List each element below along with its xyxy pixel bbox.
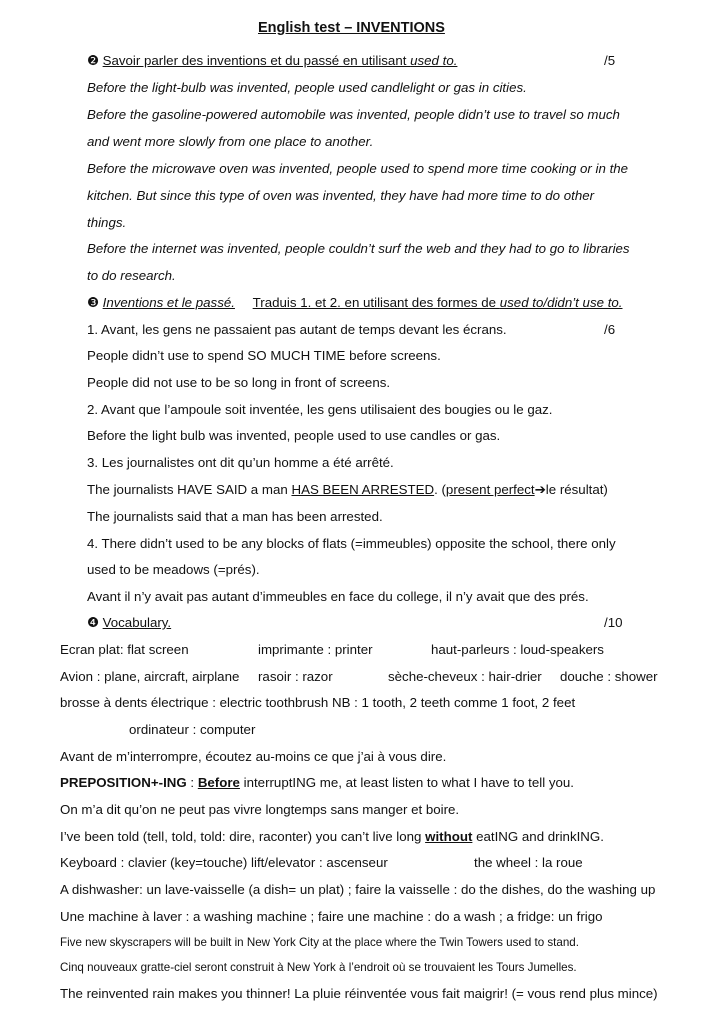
s2-line: and went more slowly from one place to another. (87, 134, 374, 149)
section-3-heading (87, 294, 622, 312)
vocab-part: : (186, 775, 198, 790)
section-3-number: ❸ (87, 295, 99, 310)
vocab-item: imprimante : printer (258, 642, 373, 657)
s2-line: Before the light-bulb was invented, people used candlelight or gas in cities. (87, 80, 527, 95)
section-2-score: /5 (604, 53, 616, 68)
vocab-line: Cinq nouveaux gratte-ciel seront construit à New York à l’endroit où se trouvaient les Tours Jumelles. (60, 961, 577, 974)
s2-line: things. (87, 215, 127, 230)
s3-l7-part: le résultat) (545, 482, 608, 497)
s3-l7-part: The journalists HAVE SAID a man (87, 482, 292, 497)
section-4-heading-text: Vocabulary. (102, 615, 172, 630)
section-3-instruction-text: Traduis 1. et 2. en utilisant des formes de (252, 295, 500, 310)
s3-answer: People did not use to be so long in front of screens. (87, 375, 391, 390)
section-2-heading-em: used to. (410, 53, 458, 68)
s3-q4-cont: used to be meadows (=prés). (87, 562, 260, 577)
vocab-line: ordinateur : computer (129, 722, 256, 737)
before-keyword: Before (197, 775, 240, 790)
s2-line: kitchen. But since this type of oven was invented, they have had more time to do other (87, 188, 595, 203)
section-4-heading (87, 614, 171, 632)
vocab-line: A dishwasher: un lave-vaisselle (a dish= un plat) ; faire la vaisselle : do the dishes, do the washing up (60, 882, 656, 897)
section-2-heading (87, 52, 457, 70)
section-2-heading-text (103, 53, 458, 68)
section-3-heading-em: Inventions et le passé. (102, 295, 235, 310)
vocab-part: eatING and drinkING. (472, 829, 604, 844)
s3-answer: The journalists said that a man has been arrested. (87, 509, 383, 524)
vocab-item: the wheel : la roue (474, 855, 583, 870)
arrow-icon: ➔ (534, 482, 546, 497)
s3-answer: People didn’t use to spend SO MUCH TIME before screens. (87, 348, 441, 363)
vocab-item: douche : shower (560, 669, 658, 684)
vocab-line-without (60, 828, 604, 846)
vocab-item: Avion : plane, aircraft, airplane (60, 669, 240, 684)
vocab-part: interruptING me, at least listen to what I have to tell you. (239, 775, 574, 790)
s2-line: Before the internet was invented, people couldn’t surf the web and they had to go to libraries (87, 241, 630, 256)
page-title: English test – INVENTIONS (258, 20, 445, 36)
s3-answer: Avant il n’y avait pas autant d’immeubles en face du college, il n’y avait que des prés. (87, 589, 589, 604)
vocab-item: Ecran plat: flat screen (60, 642, 189, 657)
s3-q4: 4. There didn’t used to be any blocks of flats (=immeubles) opposite the school, there only (87, 536, 616, 551)
s3-answer-annotated (87, 481, 608, 499)
vocab-part: I’ve been told (tell, told, told: dire, raconter) you can’t live long (60, 829, 426, 844)
section-4-score: /10 (604, 615, 623, 630)
vocab-line-preposition (60, 774, 574, 792)
s2-line: to do research. (87, 268, 176, 283)
section-4-number: ❹ (87, 615, 99, 630)
vocab-line: On m’a dit qu’on ne peut pas vivre longtemps sans manger et boire. (60, 802, 460, 817)
section-3-instruction-em: used to/didn’t use to. (499, 295, 623, 310)
s2-line: Before the microwave oven was invented, people used to spend more time cooking or in the (87, 161, 629, 176)
vocab-line: Five new skyscrapers will be built in New York City at the place where the Twin Towers used to stand. (60, 936, 579, 949)
section-2-heading-main: Savoir parler des inventions et du passé en utilisant (102, 53, 411, 68)
s3-answer: Before the light bulb was invented, people used to use candles or gas. (87, 428, 501, 443)
s2-line: Before the gasoline-powered automobile was invented, people didn’t use to travel so much (87, 107, 620, 122)
section-3-score: /6 (604, 322, 616, 337)
s3-q2: 2. Avant que l’ampoule soit inventée, les gens utilisaient des bougies ou le gaz. (87, 402, 553, 417)
vocab-item: Keyboard : clavier (key=touche) lift/elevator : ascenseur (60, 855, 388, 870)
vocab-item: haut-parleurs : loud-speakers (431, 642, 604, 657)
vocab-line: The reinvented rain makes you thinner! La pluie réinventée vous fait maigrir! (= vous rend plus mince) (60, 986, 658, 1001)
preposition-ing-label: PREPOSITION+-ING (60, 775, 187, 790)
s3-l7-underlined: HAS BEEN ARRESTED (291, 482, 435, 497)
s3-q1: 1. Avant, les gens ne passaient pas autant de temps devant les écrans. (87, 322, 507, 337)
vocab-item: sèche-cheveux : hair-drier (388, 669, 542, 684)
vocab-item: rasoir : razor (258, 669, 333, 684)
section-2-number: ❷ (87, 53, 99, 68)
s3-l7-part: . ( (434, 482, 446, 497)
section-3-instruction (253, 295, 623, 310)
s3-l7-present-perfect: present perfect (445, 482, 535, 497)
s3-q3: 3. Les journalistes ont dit qu’un homme a été arrêté. (87, 455, 394, 470)
vocab-line: brosse à dents électrique : electric toothbrush NB : 1 tooth, 2 teeth comme 1 foot, 2 feet (60, 695, 576, 710)
without-keyword: without (425, 829, 473, 844)
vocab-line: Avant de m’interrompre, écoutez au-moins ce que j’ai à vous dire. (60, 749, 447, 764)
vocab-line: Une machine à laver : a washing machine ; faire une machine : do a wash ; a fridge: un frigo (60, 909, 603, 924)
